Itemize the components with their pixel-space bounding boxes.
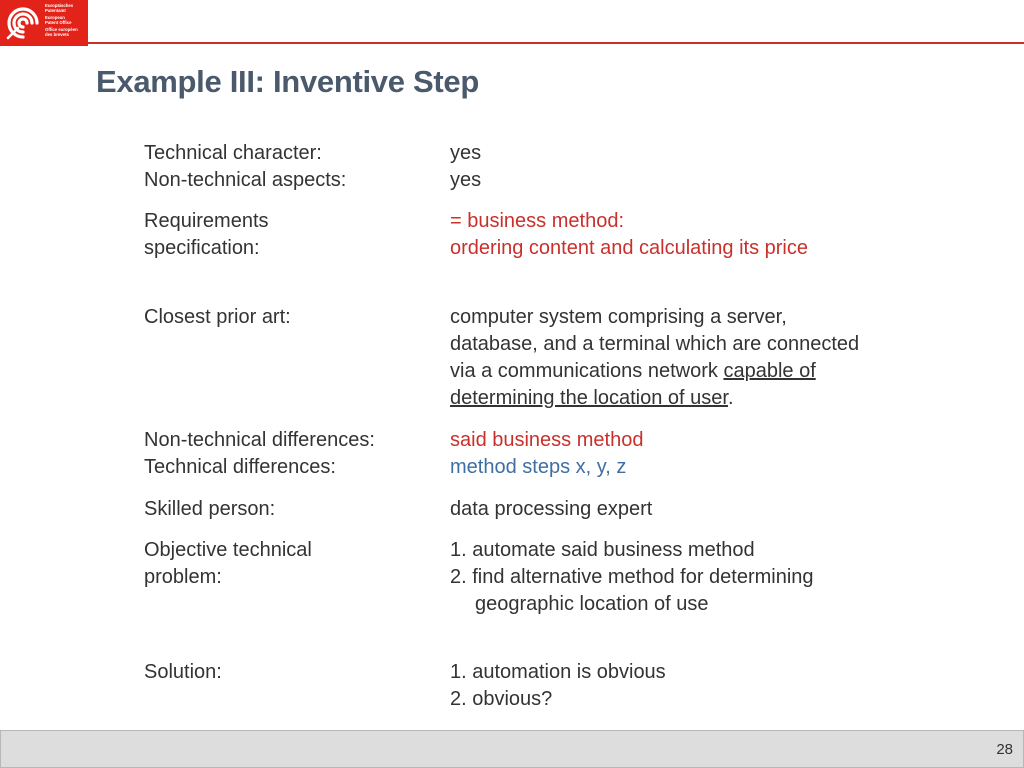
row-label: Non-technical aspects: bbox=[144, 169, 347, 191]
row-value: computer system comprising a server, database, and a terminal which are connected via a communications network capable of determining the location of user. bbox=[450, 306, 860, 409]
row-value: said business method bbox=[450, 429, 644, 451]
row-value: yes bbox=[450, 169, 482, 191]
logo-line: European bbox=[45, 14, 65, 20]
logo-line: Office européen bbox=[45, 26, 78, 32]
footer-bar bbox=[0, 730, 1024, 768]
slide-title: Example III: Inventive Step bbox=[96, 64, 479, 99]
logo-line: Patentamt bbox=[45, 8, 66, 14]
row-value: 1. automation is obvious 2. obvious? bbox=[450, 661, 666, 710]
row-label: Solution: bbox=[144, 661, 222, 683]
row-value: yes bbox=[450, 142, 482, 164]
row-label: Skilled person: bbox=[144, 498, 276, 520]
row-label: Objective technical problem: bbox=[144, 539, 312, 588]
row-value: = business method: ordering content and calculating its price bbox=[450, 210, 808, 259]
epo-logo-icon bbox=[4, 4, 42, 42]
header-rule bbox=[88, 42, 1024, 44]
row-value: data processing expert bbox=[450, 498, 653, 520]
row-label: Requirements specification: bbox=[144, 210, 269, 259]
row-label: Technical differences: bbox=[144, 456, 336, 478]
epo-logo bbox=[0, 0, 88, 46]
row-label: Technical character: bbox=[144, 142, 322, 164]
row-label: Closest prior art: bbox=[144, 306, 291, 328]
row-label: Non-technical differences: bbox=[144, 429, 375, 451]
row-value: method steps x, y, z bbox=[450, 456, 627, 478]
logo-line: des brevets bbox=[45, 32, 69, 38]
underlined-text: capable of bbox=[723, 360, 816, 382]
underlined-text: determining the location of user bbox=[450, 387, 728, 409]
logo-line: Europäisches bbox=[45, 3, 74, 8]
logo-wordmark bbox=[45, 3, 87, 37]
page-number: 28 bbox=[996, 741, 1013, 758]
logo-line: Patent Office bbox=[45, 20, 72, 26]
row-value: 1. automate said business method 2. find alternative method for determining geographic location of use bbox=[450, 539, 814, 615]
